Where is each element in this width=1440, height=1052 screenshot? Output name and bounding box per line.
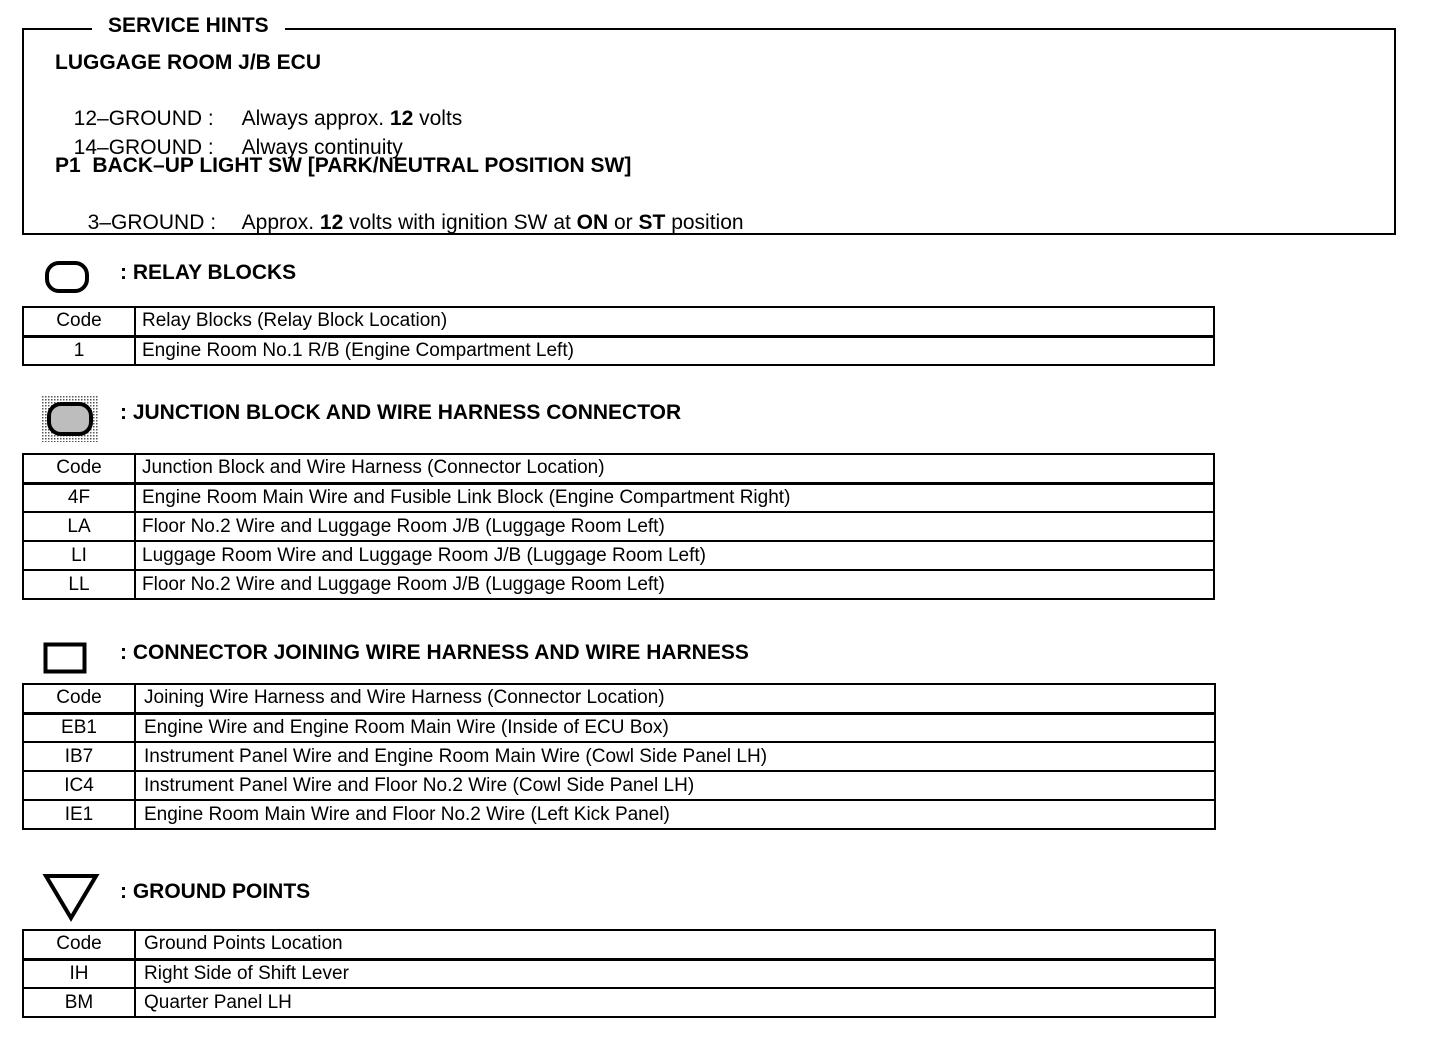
hint-line — [76, 184, 744, 236]
table-row — [23, 800, 1215, 829]
code-header: Code — [23, 454, 135, 483]
desc-cell: Instrument Panel Wire and Floor No.2 Wire (Cowl Side Panel LH) — [135, 771, 1215, 800]
connectors-table — [22, 683, 1216, 830]
desc-cell: Engine Room No.1 R/B (Engine Compartment Left) — [135, 336, 1214, 365]
code-cell: IH — [23, 959, 135, 988]
service-hints-title: SERVICE HINTS — [92, 12, 285, 40]
code-cell: IC4 — [23, 771, 135, 800]
table-row — [23, 713, 1215, 742]
table-row — [23, 742, 1215, 771]
code-cell: 4F — [23, 483, 135, 512]
ground-points-table — [22, 929, 1216, 1018]
ground-points-heading: : GROUND POINTS — [120, 880, 311, 903]
connector-icon — [43, 642, 87, 674]
table-row — [23, 483, 1214, 512]
table-row — [23, 988, 1215, 1017]
hint-terminal: 12–GROUND : — [73, 107, 214, 130]
code-header: Code — [23, 684, 135, 713]
junction-blocks-table — [22, 453, 1215, 600]
table-row — [23, 771, 1215, 800]
table-header-row — [23, 930, 1215, 959]
code-cell: IE1 — [23, 800, 135, 829]
hint-heading-backup-light-sw: P1 BACK–UP LIGHT SW [PARK/NEUTRAL POSITION SW] — [55, 154, 632, 177]
desc-cell: Engine Room Main Wire and Floor No.2 Wire (Left Kick Panel) — [135, 800, 1215, 829]
table-header-row — [23, 454, 1214, 483]
desc-cell: Engine Room Main Wire and Fusible Link Block (Engine Compartment Right) — [135, 483, 1214, 512]
relay-block-icon — [44, 260, 90, 294]
code-cell: LL — [23, 570, 135, 599]
junction-block-icon — [42, 396, 98, 442]
code-cell: IB7 — [23, 742, 135, 771]
desc-cell: Right Side of Shift Lever — [135, 959, 1215, 988]
table-row — [23, 959, 1215, 988]
desc-cell: Floor No.2 Wire and Luggage Room J/B (Luggage Room Left) — [135, 570, 1214, 599]
code-header: Code — [23, 930, 135, 959]
code-cell: BM — [23, 988, 135, 1017]
hint-terminal: 14–GROUND : — [73, 136, 214, 159]
hint-text: Always approx. 12 volts — [241, 107, 463, 130]
code-cell: 1 — [23, 336, 135, 365]
hint-text: Approx. 12 volts with ignition SW at ON or ST position — [241, 211, 744, 234]
table-row — [23, 336, 1214, 365]
desc-cell: Floor No.2 Wire and Luggage Room J/B (Luggage Room Left) — [135, 512, 1214, 541]
code-header: Code — [23, 307, 135, 336]
table-row — [23, 570, 1214, 599]
ground-point-icon — [42, 872, 100, 922]
junction-blocks-heading: : JUNCTION BLOCK AND WIRE HARNESS CONNECTOR — [120, 401, 682, 424]
hint-terminal: 3–GROUND : — [87, 211, 217, 234]
table-row — [23, 512, 1214, 541]
desc-header: Joining Wire Harness and Wire Harness (Connector Location) — [135, 684, 1215, 713]
desc-cell: Quarter Panel LH — [135, 988, 1215, 1017]
table-header-row — [23, 684, 1215, 713]
relay-blocks-table — [22, 306, 1215, 366]
code-cell: LI — [23, 541, 135, 570]
hint-text: Always continuity — [241, 136, 403, 159]
desc-header: Relay Blocks (Relay Block Location) — [135, 307, 1214, 336]
code-cell: LA — [23, 512, 135, 541]
desc-cell: Luggage Room Wire and Luggage Room J/B (Luggage Room Left) — [135, 541, 1214, 570]
code-cell: EB1 — [23, 713, 135, 742]
hint-heading-luggage-ecu: LUGGAGE ROOM J/B ECU — [55, 51, 322, 74]
table-header-row — [23, 307, 1214, 336]
connectors-heading: : CONNECTOR JOINING WIRE HARNESS AND WIRE HARNESS — [120, 641, 749, 664]
desc-cell: Engine Wire and Engine Room Main Wire (Inside of ECU Box) — [135, 713, 1215, 742]
relay-blocks-heading: : RELAY BLOCKS — [120, 261, 297, 284]
table-row — [23, 541, 1214, 570]
desc-header: Ground Points Location — [135, 930, 1215, 959]
desc-header: Junction Block and Wire Harness (Connector Location) — [135, 454, 1214, 483]
desc-cell: Instrument Panel Wire and Engine Room Main Wire (Cowl Side Panel LH) — [135, 742, 1215, 771]
